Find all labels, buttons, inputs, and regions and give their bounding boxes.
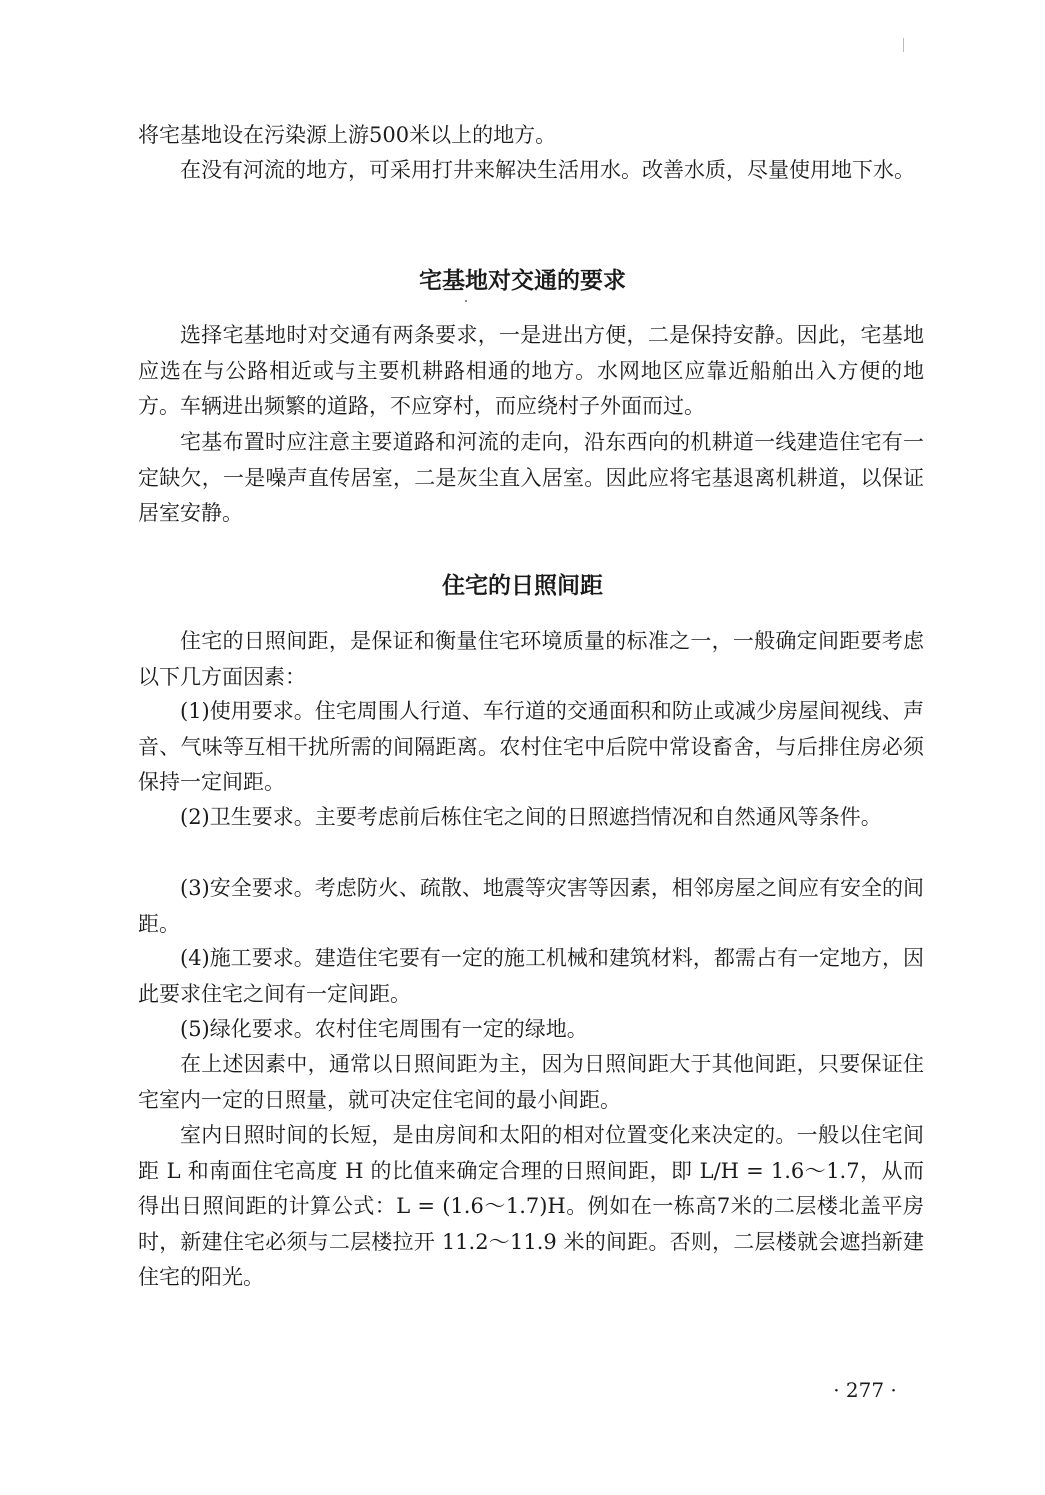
section-heading-sunlight-spacing: 住宅的日照间距 [442,573,603,599]
paragraph-hygiene-requirement: (2)卫生要求。主要考虑前后栋住宅之间的日照遮挡情况和自然通风等条件。 [180,805,882,829]
page-number: · 277 · [833,1378,897,1402]
scan-speck [465,300,467,302]
paragraph-road-layout: 宅基布置时应注意主要道路和河流的走向，沿东西向的机耕道一线建造住宅有一定缺欠，一是噪声直传居室，二是灰尘直入居室。因此应将宅基退离机耕道，以保证居室安静。 [138,430,924,525]
paragraph-greening-requirement: (5)绿化要求。农村住宅周围有一定的绿地。 [180,1017,588,1041]
paragraph-continued: 将宅基地设在污染源上游500米以上的地方。 [138,123,557,147]
paragraph-sunlight-priority: 在上述因素中，通常以日照间距为主，因为日照间距大于其他间距，只要保证住宅室内一定的日照量，就可决定住宅间的最小间距。 [138,1052,924,1112]
paragraph-water-supply: 在没有河流的地方，可采用打井来解决生活用水。改善水质，尽量使用地下水。 [180,158,915,182]
paragraph-usage-requirement: (1)使用要求。住宅周围人行道、车行道的交通面积和防止或减少房屋间视线、声音、气味等互相干扰所需的间隔距离。农村住宅中后院中常设畜舍，与后排住房必须保持一定间距。 [138,699,924,794]
paragraph-construction-requirement: (4)施工要求。建造住宅要有一定的施工机械和建筑材料，都需占有一定地方，因此要求住宅之间有一定间距。 [138,946,924,1006]
paragraph-traffic-requirements: 选择宅基地时对交通有两条要求，一是进出方便，二是保持安静。因此，宅基地应选在与公路相近或与主要机耕路相通的地方。水网地区应靠近船舶出入方便的地方。车辆进出频繁的道路，不应穿村，而应绕村子外面而过。 [138,323,924,418]
paragraph-spacing-formula: 室内日照时间的长短，是由房间和太阳的相对位置变化来决定的。一般以住宅间距 L 和南面住宅高度 H 的比值来确定合理的日照间距，即 L/H = 1.6～1.7，从而得出日照间距的计算公式：L = (1.6～1.7)H。例如在一栋高7米的二层楼北盖平房时，新建住宅必须与二层楼拉开 11.2～11.9 米的间距。否则，二层楼就会遮挡新建住宅的阳光。 [138,1123,924,1289]
section-heading-traffic: 宅基地对交通的要求 [419,268,626,294]
paragraph-spacing-intro: 住宅的日照间距，是保证和衡量住宅环境质量的标准之一，一般确定间距要考虑以下几方面因素： [138,629,924,689]
scan-edge-mark [903,38,904,52]
paragraph-safety-requirement: (3)安全要求。考虑防火、疏散、地震等灾害等因素，相邻房屋之间应有安全的间距。 [138,876,924,936]
